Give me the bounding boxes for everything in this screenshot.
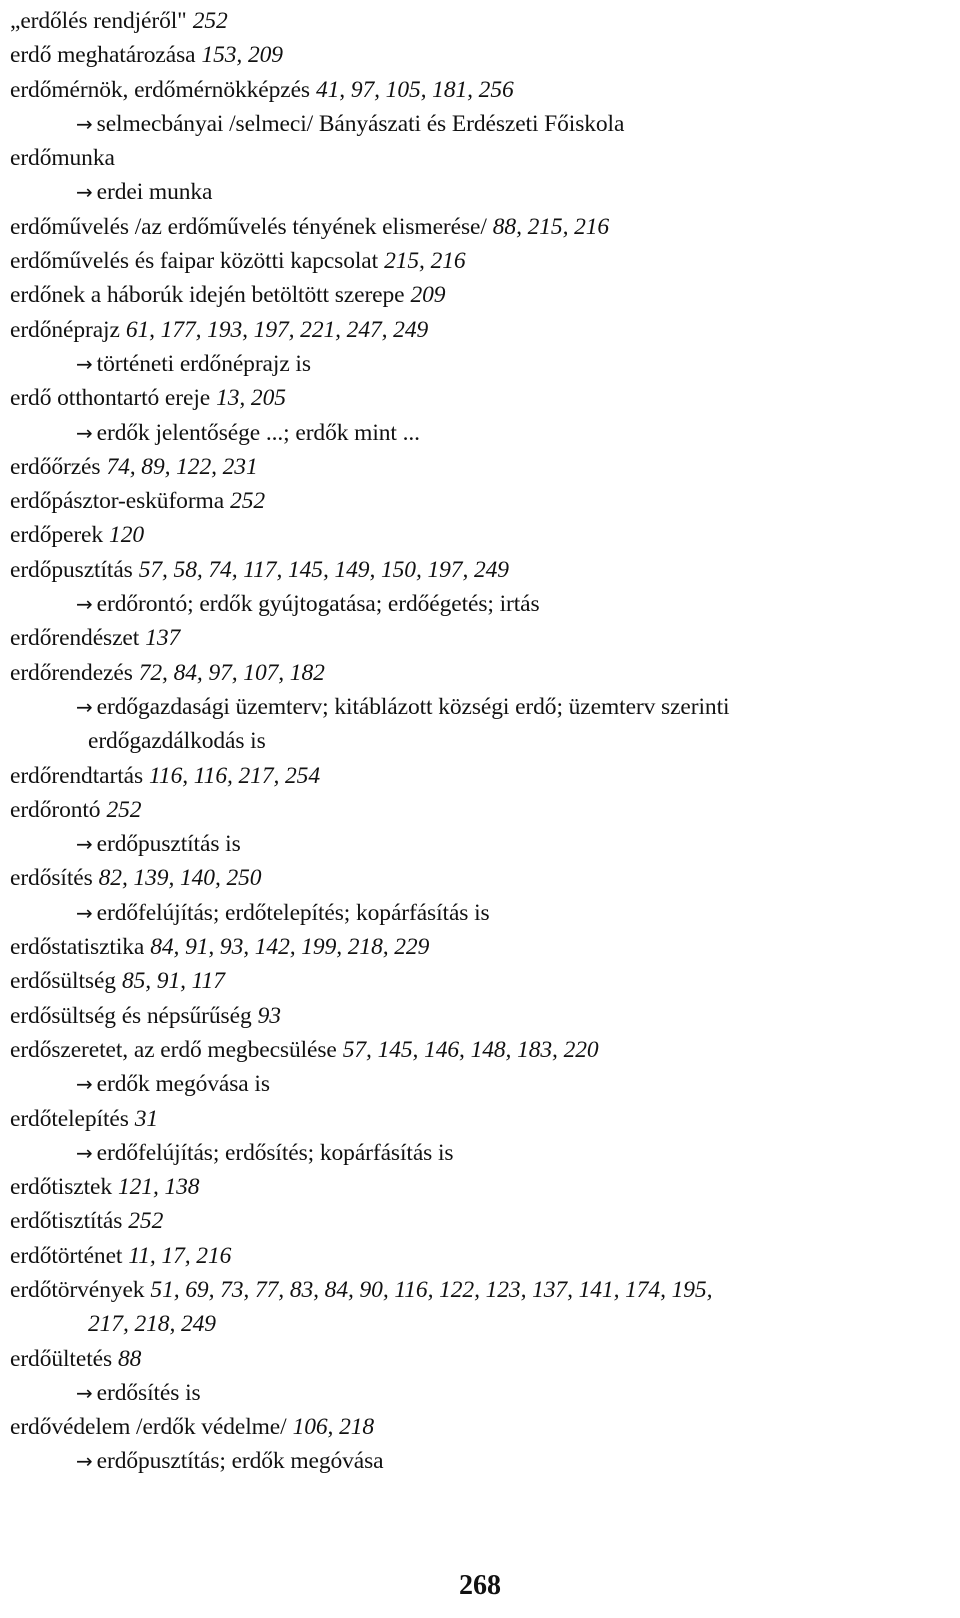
entry-term: erdővédelem /erdők védelme/ bbox=[10, 1414, 287, 1441]
reference-text: erdőfelújítás; erdősítés; kopárfásítás is bbox=[96, 1139, 454, 1166]
entry-pages: 252 bbox=[230, 488, 266, 515]
index-entry bbox=[10, 1102, 950, 1136]
entry-pages: 252 bbox=[128, 1208, 164, 1235]
index-entry bbox=[10, 656, 950, 690]
entry-term: erdő otthontartó ereje bbox=[10, 385, 211, 412]
reference-text: erdőfelújítás; erdőtelepítés; kopárfásítás is bbox=[96, 899, 490, 926]
cross-reference bbox=[10, 1376, 950, 1410]
index-entry bbox=[10, 244, 950, 278]
cross-reference bbox=[10, 896, 950, 930]
entry-term: erdőpusztítás bbox=[10, 556, 133, 583]
index-entry bbox=[10, 861, 950, 895]
reference-text: selmecbányai /selmeci/ Bányászati és Erdészeti Főiskola bbox=[96, 110, 625, 137]
reference-text: erdősítés is bbox=[96, 1379, 201, 1406]
entry-pages: 13, 205 bbox=[216, 385, 286, 412]
reference-text: történeti erdőnéprajz is bbox=[96, 350, 311, 377]
cross-reference bbox=[10, 1136, 950, 1170]
arrow-right-icon: → bbox=[76, 1449, 93, 1474]
entry-pages: 61, 177, 193, 197, 221, 247, 249 bbox=[125, 316, 429, 343]
reference-text: erdőpusztítás; erdők megóvása bbox=[96, 1448, 384, 1475]
cross-reference bbox=[10, 416, 950, 450]
entry-pages: 153, 209 bbox=[201, 42, 283, 69]
entry-pages: 121, 138 bbox=[118, 1174, 200, 1201]
index-entry bbox=[10, 1273, 950, 1307]
entry-pages: 51, 69, 73, 77, 83, 84, 90, 116, 122, 123, 137, 141, 174, 195, bbox=[150, 1276, 713, 1303]
entry-term: erdőrendezés bbox=[10, 659, 133, 686]
pages-continuation bbox=[10, 1307, 950, 1341]
index-entry bbox=[10, 553, 950, 587]
index-entry bbox=[10, 450, 950, 484]
entry-term: erdősültség és népsűrűség bbox=[10, 1002, 252, 1029]
arrow-right-icon: → bbox=[76, 592, 93, 617]
entry-term: erdőstatisztika bbox=[10, 934, 145, 961]
arrow-right-icon: → bbox=[76, 832, 93, 857]
entry-term: erdőrendtartás bbox=[10, 762, 144, 789]
index-entry bbox=[10, 38, 950, 72]
entry-pages: 116, 116, 217, 254 bbox=[149, 762, 320, 789]
entry-term: erdőszeretet, az erdő megbecsülése bbox=[10, 1036, 337, 1063]
entry-pages: 57, 145, 146, 148, 183, 220 bbox=[342, 1036, 599, 1063]
entry-pages: 217, 218, 249 bbox=[88, 1311, 216, 1338]
reference-text: erdőrontó; erdők gyújtogatása; erdőégetés; irtás bbox=[96, 591, 540, 618]
cross-reference bbox=[10, 175, 950, 209]
index-entry bbox=[10, 964, 950, 998]
arrow-right-icon: → bbox=[76, 1380, 93, 1405]
entry-pages: 72, 84, 97, 107, 182 bbox=[138, 659, 325, 686]
index-entry bbox=[10, 1170, 950, 1204]
entry-pages: 84, 91, 93, 142, 199, 218, 229 bbox=[150, 934, 430, 961]
entry-pages: 93 bbox=[257, 1002, 281, 1029]
entry-term: erdőművelés /az erdőművelés tényének elismerése/ bbox=[10, 213, 487, 240]
entry-term: erdőrontó bbox=[10, 796, 101, 823]
index-entry bbox=[10, 1410, 950, 1444]
index-entry bbox=[10, 4, 950, 38]
entry-term: erdőnéprajz bbox=[10, 316, 120, 343]
entry-pages: 88, 215, 216 bbox=[492, 213, 610, 240]
index-entry bbox=[10, 278, 950, 312]
entry-pages: 106, 218 bbox=[292, 1414, 375, 1441]
entry-pages: 31 bbox=[134, 1105, 159, 1132]
index-entry bbox=[10, 1033, 950, 1067]
entry-pages: 82, 139, 140, 250 bbox=[98, 865, 262, 892]
entry-pages: 252 bbox=[192, 8, 228, 34]
index-entry bbox=[10, 759, 950, 793]
page-number: 268 bbox=[459, 1570, 501, 1601]
cross-reference bbox=[10, 827, 950, 861]
entry-pages: 57, 58, 74, 117, 145, 149, 150, 197, 249 bbox=[138, 556, 509, 583]
entry-pages: 85, 91, 117 bbox=[121, 968, 225, 995]
index-entry bbox=[10, 73, 950, 107]
index-entry bbox=[10, 141, 950, 175]
reference-text: erdők megóvása is bbox=[96, 1071, 270, 1098]
reference-continuation bbox=[10, 724, 950, 758]
index-entry bbox=[10, 381, 950, 415]
index-entry bbox=[10, 999, 950, 1033]
cross-reference bbox=[10, 1444, 950, 1478]
entry-term: erdőperek bbox=[10, 522, 104, 549]
cross-reference bbox=[10, 690, 950, 724]
arrow-right-icon: → bbox=[76, 180, 93, 205]
entry-pages: 209 bbox=[410, 282, 446, 309]
index-entry bbox=[10, 484, 950, 518]
reference-text: erdők jelentősége ...; erdők mint ... bbox=[96, 419, 420, 446]
index-entry bbox=[10, 930, 950, 964]
arrow-right-icon: → bbox=[76, 694, 93, 719]
cross-reference bbox=[10, 107, 950, 141]
entry-term: erdősültség bbox=[10, 968, 116, 995]
entry-pages: 11, 17, 216 bbox=[128, 1242, 232, 1269]
arrow-right-icon: → bbox=[76, 111, 93, 136]
entry-term: erdőőrzés bbox=[10, 453, 101, 480]
entry-term: erdőművelés és faipar közötti kapcsolat bbox=[10, 248, 379, 275]
index-entry bbox=[10, 793, 950, 827]
entry-term: erdőnek a háborúk idején betöltött szerepe bbox=[10, 282, 405, 309]
cross-reference bbox=[10, 347, 950, 381]
index-entry bbox=[10, 518, 950, 552]
cross-reference bbox=[10, 587, 950, 621]
entry-term: erdőtisztek bbox=[10, 1174, 112, 1201]
entry-term: erdő meghatározása bbox=[10, 42, 196, 69]
index-entry bbox=[10, 1204, 950, 1238]
entry-pages: 215, 216 bbox=[384, 248, 466, 275]
entry-pages: 252 bbox=[106, 796, 142, 823]
index-list bbox=[10, 4, 950, 1479]
entry-pages: 88 bbox=[118, 1345, 142, 1372]
index-entry bbox=[10, 210, 950, 244]
index-entry bbox=[10, 1239, 950, 1273]
reference-text: erdőgazdasági üzemterv; kitáblázott községi erdő; üzemterv szerinti bbox=[96, 693, 730, 720]
index-entry bbox=[10, 313, 950, 347]
arrow-right-icon: → bbox=[76, 1072, 93, 1097]
entry-pages: 137 bbox=[145, 625, 181, 652]
reference-text: erdőpusztítás is bbox=[96, 831, 241, 858]
index-entry bbox=[10, 1342, 950, 1376]
cross-reference bbox=[10, 1067, 950, 1101]
entry-term: erdőpásztor-esküforma bbox=[10, 488, 225, 515]
arrow-right-icon: → bbox=[76, 900, 93, 925]
entry-term: erdőültetés bbox=[10, 1345, 112, 1372]
reference-text: erdőgazdálkodás is bbox=[88, 728, 266, 755]
entry-term: erdősítés bbox=[10, 865, 93, 892]
arrow-right-icon: → bbox=[76, 420, 93, 445]
arrow-right-icon: → bbox=[76, 1140, 93, 1165]
entry-term: erdőrendészet bbox=[10, 625, 140, 652]
entry-pages: 120 bbox=[109, 522, 144, 549]
entry-term: erdőtisztítás bbox=[10, 1208, 123, 1235]
reference-text: erdei munka bbox=[96, 179, 213, 206]
entry-pages: 74, 89, 122, 231 bbox=[106, 453, 258, 480]
entry-pages: 41, 97, 105, 181, 256 bbox=[315, 76, 514, 103]
entry-term: erdőtörténet bbox=[10, 1242, 123, 1269]
entry-term: erdőtelepítés bbox=[10, 1105, 129, 1132]
entry-term: erdőmérnök, erdőmérnökképzés bbox=[10, 76, 310, 103]
entry-term: erdőmunka bbox=[10, 145, 115, 172]
index-entry bbox=[10, 621, 950, 655]
entry-term: erdőtörvények bbox=[10, 1276, 145, 1303]
arrow-right-icon: → bbox=[76, 351, 93, 376]
entry-term: „erdőlés rendjéről" bbox=[10, 8, 187, 34]
